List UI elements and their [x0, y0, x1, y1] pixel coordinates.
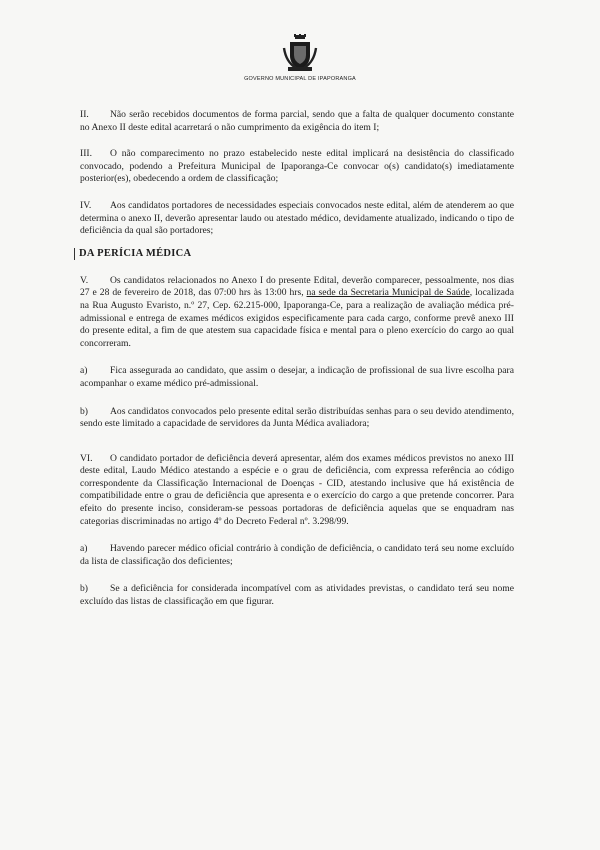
- paragraph-text: Havendo parecer médico oficial contrário à condição de deficiência, o candidato terá seu nome excluído da lista de classificação dos deficientes;: [80, 543, 514, 567]
- coat-of-arms-icon: [282, 34, 318, 72]
- item-number: a): [80, 365, 88, 377]
- paragraph-vi: [80, 453, 514, 529]
- item-number: III.: [80, 148, 92, 160]
- paragraph-vi-a: [80, 543, 514, 568]
- item-number: IV.: [80, 199, 92, 211]
- government-name: GOVERNO MUNICIPAL DE IPAPORANGA: [244, 76, 356, 82]
- document-body: [80, 109, 514, 609]
- item-number: VI.: [80, 452, 93, 464]
- paragraph-v: [80, 275, 514, 351]
- item-number: a): [80, 543, 88, 555]
- paragraph-vi-b: [80, 583, 514, 608]
- section-title: DA PERÍCIA MÉDICA: [74, 248, 514, 260]
- paragraph-text: Aos candidatos convocados pelo presente edital serão distribuídas senhas para o seu devido atendimento, sendo este limitado a capacidade de servidores da Junta Médica avaliadora;: [80, 405, 514, 430]
- paragraph-iv: [80, 200, 514, 238]
- underlined-location: na sede da Secretaria Municipal de Saúde: [306, 287, 470, 299]
- paragraph-iii: [80, 148, 514, 186]
- paragraph-text: Não serão recebidos documentos de forma parcial, sendo que a falta de qualquer documento constante no Anexo II deste edital acarretará o não cumprimento da exigência do item I;: [80, 109, 514, 133]
- item-number: b): [80, 405, 88, 417]
- paragraph-text: , localizada na Rua Augusto Evaristo, n.º 27, Cep. 62.215-000, Ipaporanga-Ce, para a realização de avaliação médica pré-admissional e entrega de exames médicos exigidos especificamente para cada cargo, conforme prevê anexo III do presente edital, a fim de que atestem sua capacidade física e mental para o pleno exercício do cargo ao qual concorreram.: [80, 287, 514, 349]
- paragraph-text: O candidato portador de deficiência deverá apresentar, além dos exames médicos previstos no anexo III deste edital, Laudo Médico atestando a espécie e o grau de deficiência, com expressa referência ao código correspondente da Classificação Internacional de Doenças - CID, atestando inclusive que há existência de compatibilidade entre o grau de deficiência que apresenta e o exercício do cargo a que pretende concorrer. Para efeito do presente inciso, consideram-se pessoas portadoras de deficiência aquelas que se enquadram nas categorias discriminadas no artigo 4º do Decreto Federal nº. 3.298/99.: [80, 452, 514, 527]
- item-number: V.: [80, 274, 89, 286]
- item-number: II.: [80, 109, 89, 120]
- paragraph-text: Se a deficiência for considerada incompatível com as atividades previstas, o candidato terá seu nome excluído das listas de classificação em que figurar.: [80, 583, 514, 608]
- paragraph-text: Os candidatos relacionados no Anexo I do presente Edital, deverão comparecer, pessoalmente, nos dias 27 e 28 de fevereiro de 2018, das 07:00 hrs às 13:00 hrs,: [80, 274, 514, 299]
- paragraph-text: Aos candidatos portadores de necessidades especiais convocados neste edital, além de atenderem ao que determina o anexo II, deverão apresentar laudo ou atestado médico, devidamente atualizado, indicando o tipo de deficiência da qual são portadores;: [80, 199, 514, 237]
- paragraph-text: Fica assegurada ao candidato, que assim o desejar, a indicação de profissional de sua livre escolha para acompanhar o exame médico pré-admissional.: [80, 365, 514, 389]
- paragraph-v-b: [80, 406, 514, 431]
- paragraph-ii: [80, 109, 514, 134]
- paragraph-v-a: [80, 365, 514, 390]
- letterhead: [0, 34, 600, 82]
- item-number: b): [80, 583, 88, 595]
- paragraph-text: O não comparecimento no prazo estabelecido neste edital implicará na desistência do classificado convocado, podendo a Prefeitura Municipal de Ipaporanga-Ce convocar o(s) candidato(s) imediatamente posterior(es), obedecendo a ordem de classificação;: [80, 148, 514, 185]
